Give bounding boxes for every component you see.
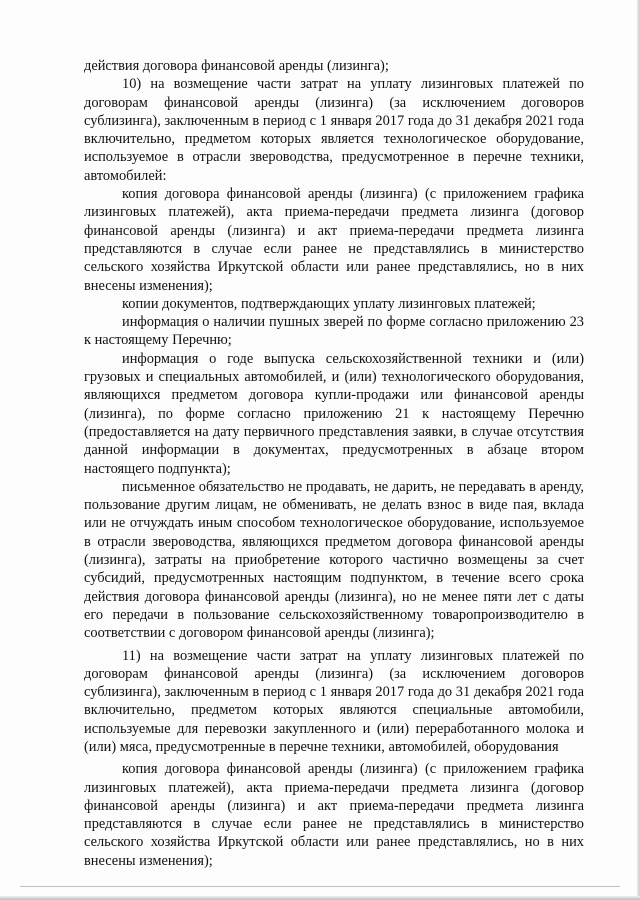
document-body bbox=[84, 57, 584, 870]
scan-artifact-line bbox=[20, 886, 620, 887]
paragraph-lease-contract-copy: копия договора финансовой аренды (лизинга) (с приложением графика лизинговых платежей), акта приема-передачи предмета лизинга (договор финансовой аренды (лизинга) и акт приема-передачи предмета лизинга представляются в случае если ранее не представлялись в министерство сельского хозяйства Иркутской области или ранее представлялись, но в них внесены изменения); bbox=[84, 186, 584, 294]
paragraph-manufacture-year-info: информация о годе выпуска сельскохозяйственной техники и (или) грузовых и специальных автомобилей, и (или) технологического оборудования, являющихся предметом договора купли-продажи или финансовой аренды (лизинга), по форме согласно приложению 21 к настоящему Перечню (предоставляется на дату первичного представления заявки, в случае отсутствия данной информации в документах, предусмотренных в абзаце втором настоящего подпункта); bbox=[84, 350, 584, 477]
paragraph-continuation: действия договора финансовой аренды (лизинга); bbox=[84, 58, 389, 74]
paragraph-lease-contract-copy-2: копия договора финансовой аренды (лизинга) (с приложением графика лизинговых платежей), акта приема-передачи предмета лизинга (договор финансовой аренды (лизинга) и акт приема-передачи предмета лизинга представляются в случае если ранее не представлялись в министерство сельского хозяйства Иркутской области или ранее представлялись, но в них внесены изменения); bbox=[84, 761, 584, 869]
scan-edge-bottom bbox=[0, 896, 640, 900]
paragraph-written-obligation: письменное обязательство не продавать, не дарить, не передавать в аренду, пользование другим лицам, не обменивать, не делать взнос в виде пая, вклада или не отчуждать иным способом технологическое оборудование, используемое в отрасли звероводства, являющихся предметом договора финансовой аренды (лизинга), затраты на приобретение которого частично возмещены за счет субсидий, предусмотренных настоящим подпунктом, в течение всего срока действия договора финансовой аренды (лизинга), но не менее пяти лет с даты его передачи в пользование сельскохозяйственному товаропроизводителю в соответствии с договором финансовой аренды (лизинга); bbox=[84, 478, 584, 642]
paragraph-payment-documents: копии документов, подтверждающих уплату лизинговых платежей; bbox=[122, 295, 536, 312]
paragraph-item-11: 11) на возмещение части затрат на уплату лизинговых платежей по договорам финансовой аренды (лизинга) (за исключением договоров сублизинга), заключенным в период с 1 января 2017 года до 31 декабря 2021 года включительно, предметом которых являются специальные автомобили, используемые для перевозки закупленного и (или) переработанного молока и (или) мяса, предусмотренные в перечне техники, автомобилей, оборудования bbox=[84, 647, 584, 755]
paragraph-fur-animals-info: информация о наличии пушных зверей по форме согласно приложению 23 к настоящему Перечню; bbox=[84, 314, 584, 349]
paragraph-item-10: 10) на возмещение части затрат на уплату лизинговых платежей по договорам финансовой аренды (лизинга) (за исключением договоров сублизинга), заключенным в период с 1 января 2017 года до 31 декабря 2021 года включительно, предметом которых является технологическое оборудование, используемое в отрасли звероводства, предусмотренное в перечне техники, автомобилей: bbox=[84, 76, 584, 184]
